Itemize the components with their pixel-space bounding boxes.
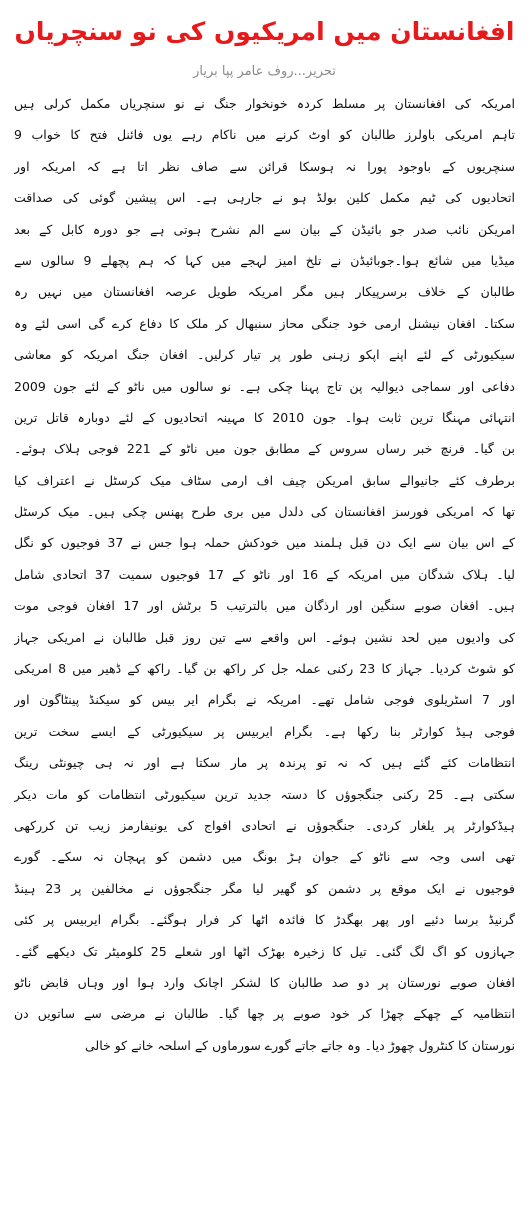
body-line: طالبان کے خلاف برسرپیکار ہیں مگر امریکہ طویل عرصہ افغانستان میں نہیں رہ [14,284,515,300]
body-line: نورستان کا کنٹرول چھوڑ دیا۔ وہ جاتے جاتے گورے سورماوں کے اسلحہ خانے کو خالی [84,1037,515,1053]
body-line: سنچریوں کے باوجود پورا نہ ہوسکا قرائن سے صاف نظر اتا ہے کہ امریکہ اور [14,158,515,174]
body-line: جہازوں کو اگ لگ گئی۔ تیل کا زخیرہ بھڑک اٹھا اور شعلے 25 کلومیٹر تک دیکھے گئے۔ [14,943,515,959]
body-line: انتہائی مہنگا ترین ثابت ہوا۔ جون 2010 کا مہینہ اتحادیوں کے لئے دوبارہ قاتل ترین [14,409,515,425]
body-line: فوجیوں نے ایک موقع پر دشمن کو گھیر لیا مگر جنگجوؤں نے مخالفین پر 23 ہینڈ [14,880,515,896]
body-line: اتحادیوں کی ٹیم مکمل کلین بولڈ ہو نے جارہی ہے۔ اس پیشین گوئی کی صداقت [14,190,515,206]
article-body [14,88,515,1061]
body-line: ہیں۔ افغان صوبے سنگین اور ارذگان میں بالترتیب 5 برٹش اور 17 افغان فوجی موت [14,598,515,614]
body-line: سکتا۔ افغان نیشنل ارمی خود جنگی محاز سنبھال کر ملک کا دفاع کرے گی اسی لئے وہ [14,315,515,331]
body-line: انتظامیہ کے چھکے چھڑا کر خود صوبے پر چھا گیا۔ طالبان نے مرضی سے ساتویں دن [14,1006,515,1022]
body-line: سیکیورٹی کے لئے اپنے اپکو زہنی طور پر تیار کرلیں۔ افغان جنگ امریکہ کو معاشی [14,347,515,363]
body-line: تھا کہ امریکی فورسز افغانستان کی دلدل میں بری طرح پھنس چکی ہیں۔ میک کرسٹل [14,504,515,520]
body-line: گرنیڈ برسا دئیے اور پھر بھگدڑ کا فائدہ اٹھا کر فرار ہوگئے۔ بگرام ایربیس پر کئی [14,912,515,928]
body-line: امریکہ کی افغانستان پر مسلط کردہ خونخوار جنگ نے نو سنچریاں مکمل کرلی ہیں [14,96,515,111]
body-line: تھی اسی وجہ سے ناٹو کے جوان ہڑ بونگ میں دشمن کو پہچان نہ سکے۔ گورے [14,849,515,865]
body-line: برطرف کئے جانیوالے سابق امریکن چیف اف ارمی سٹاف میک کرسٹل نے اعتراف کیا [14,472,515,488]
body-line: سکتی ہے۔ 25 رکنی جنگجوؤں کا دستہ جدید ترین سیکیورٹی انتظامات کو مات دیکر [14,786,515,802]
body-line: دفاعی اور سماجی دیوالیہ پن تاج پہنا چکی ہے۔ نو سالوں میں ناٹو کے لئے جون 2009 [14,378,515,394]
body-line: بن گیا۔ فرنچ خبر رساں سروس کے مطابق جون میں ناٹو کے 221 فوجی ہلاک ہوئے۔ [14,441,515,457]
body-line: کے اس بیان سے ایک دن قبل ہلمند میں خودکش حملہ ہوا جس نے 37 فوجیوں کو نگل [14,535,515,551]
body-line: فوجی ہیڈ کوارٹر بنا رکھا ہے۔ بگرام ایربیس پر سیکیورٹی کے ایسے سخت ترین [14,723,515,739]
body-line: اور 7 اسٹریلوی فوجی شامل تھے۔ امریکہ نے بگرام ایر بیس کو سیکنڈ پینٹاگون اور [14,692,515,708]
body-line: تاہم امریکی باولرز طالبان کو اوٹ کرنے میں ناکام رہے یوں فائنل فتح کا خواب 9 [14,127,515,143]
body-line: کی وادیوں میں لحد نشین ہوئے۔ اس واقعے سے تین روز قبل طالبان نے امریکی جہاز [14,629,515,645]
article-byline: تحریر...روف عامر پپا بریار [193,64,336,79]
body-line: امریکن نائب صدر جو بائیڈن کے بیان سے الم نشرح ہوتی ہے جو دورہ کابل کے بعد [14,221,515,237]
body-line: میڈیا میں شائع ہوا۔جوبائیڈن نے تلخ امیز لہجے میں کہا کہ ہم پچھلے 9 سالوں سے [14,252,515,268]
body-line: افغان صوبے نورستان پر دو صد طالبان کا لشکر اچانک وارد ہوا اور وہاں قابض ناٹو [14,974,515,990]
body-line: لیا۔ ہلاک شدگان میں امریکہ کے 16 اور ناٹو کے 17 فوجیوں سمیت 37 اتحادی شامل [14,566,515,582]
body-line: انتظامات کئے گئے ہیں کہ نہ تو پرندہ پر مار سکتا ہے اور نہ ہی چیونٹی رینگ [14,755,515,771]
body-line: ہیڈکوارٹر پر یلغار کردی۔ جنگجوؤں نے اتحادی افواج کی یونیفارمز زیب تن کررکھی [14,817,515,833]
article-title: افغانستان میں امریکیوں کی نو سنچریاں [14,17,515,46]
body-line: کو شوٹ کردیا۔ جہاز کا 23 رکنی عملہ جل کر راکھ بن گیا۔ راکھ کے ڈھیر میں 8 امریکی [14,661,515,677]
